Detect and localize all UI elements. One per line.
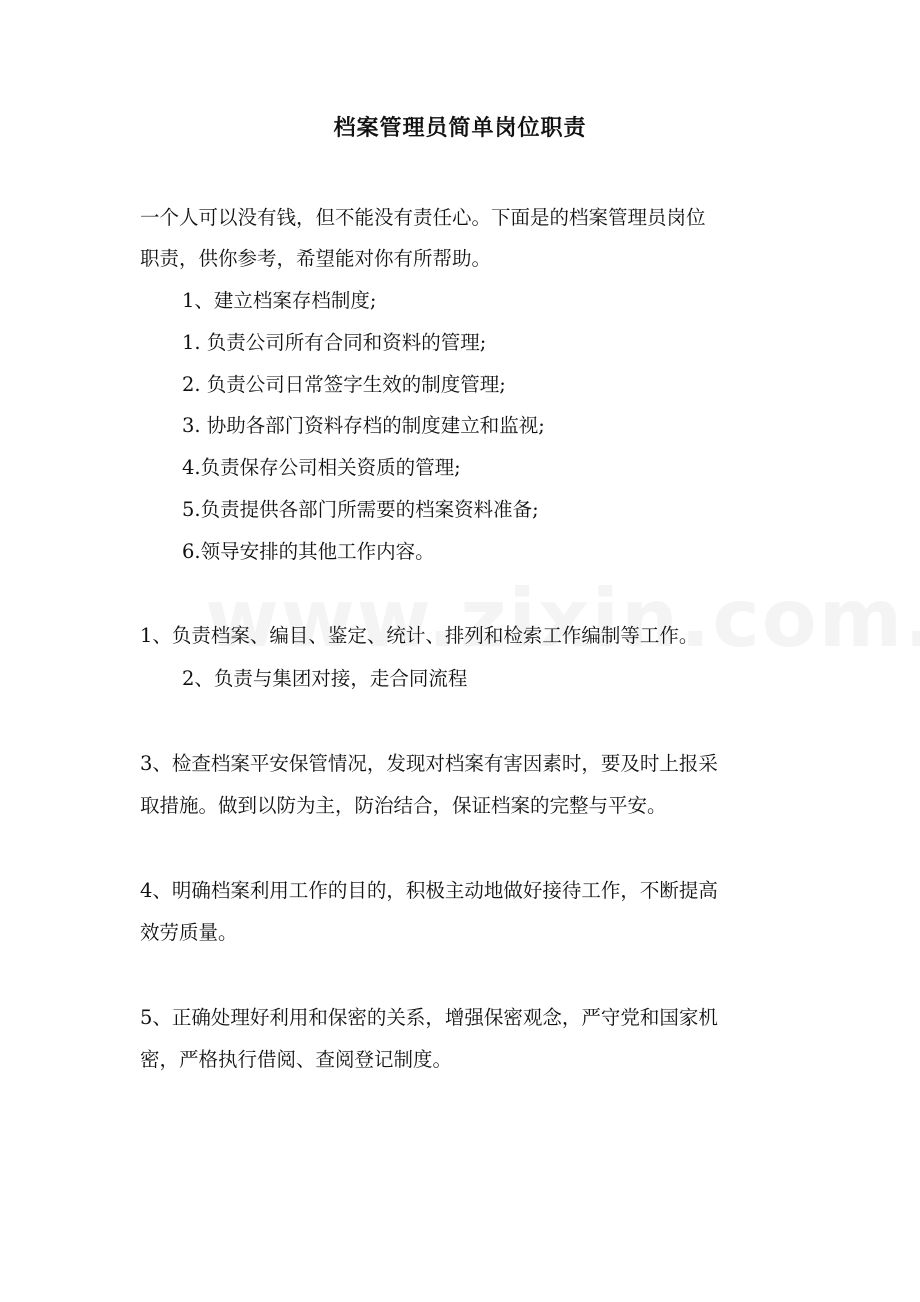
list-item: 6.领导安排的其他工作内容。 (182, 540, 435, 563)
list-item: 2. 负责公司日常签字生效的制度管理; (182, 373, 506, 396)
duty-2: 2、负责与集团对接，走合同流程 (182, 667, 468, 690)
duty-3-line-1: 3、检查档案平安保管情况，发现对档案有害因素时，要及时上报采 (140, 752, 718, 775)
list-item: 3. 协助各部门资料存档的制度建立和监视; (182, 414, 545, 437)
list-heading: 1、建立档案存档制度; (182, 289, 377, 312)
duty-5-line-1: 5、正确处理好利用和保密的关系，增强保密观念，严守党和国家机 (140, 1006, 718, 1029)
intro-line-2: 职责，供你参考，希望能对你有所帮助。 (140, 247, 492, 270)
list-item: 4.负责保存公司相关资质的管理; (182, 456, 461, 479)
duty-4-line-2: 效劳质量。 (140, 921, 238, 944)
duty-3-line-2: 取措施。做到以防为主，防治结合，保证档案的完整与平安。 (140, 794, 667, 817)
duty-5-line-2: 密，严格执行借阅、查阅登记制度。 (140, 1048, 453, 1071)
page-title: 档案管理员简单岗位职责 (333, 115, 587, 141)
list-item: 1. 负责公司所有合同和资料的管理; (182, 331, 487, 354)
list-item: 5.负责提供各部门所需要的档案资料准备; (182, 498, 539, 521)
intro-line-1: 一个人可以没有钱，但不能没有责任心。下面是的档案管理员岗位 (140, 206, 706, 229)
duty-4-line-1: 4、明确档案利用工作的目的，积极主动地做好接待工作，不断提高 (140, 879, 718, 902)
duty-1: 1、负责档案、编目、鉴定、统计、排列和检索工作编制等工作。 (140, 624, 699, 647)
